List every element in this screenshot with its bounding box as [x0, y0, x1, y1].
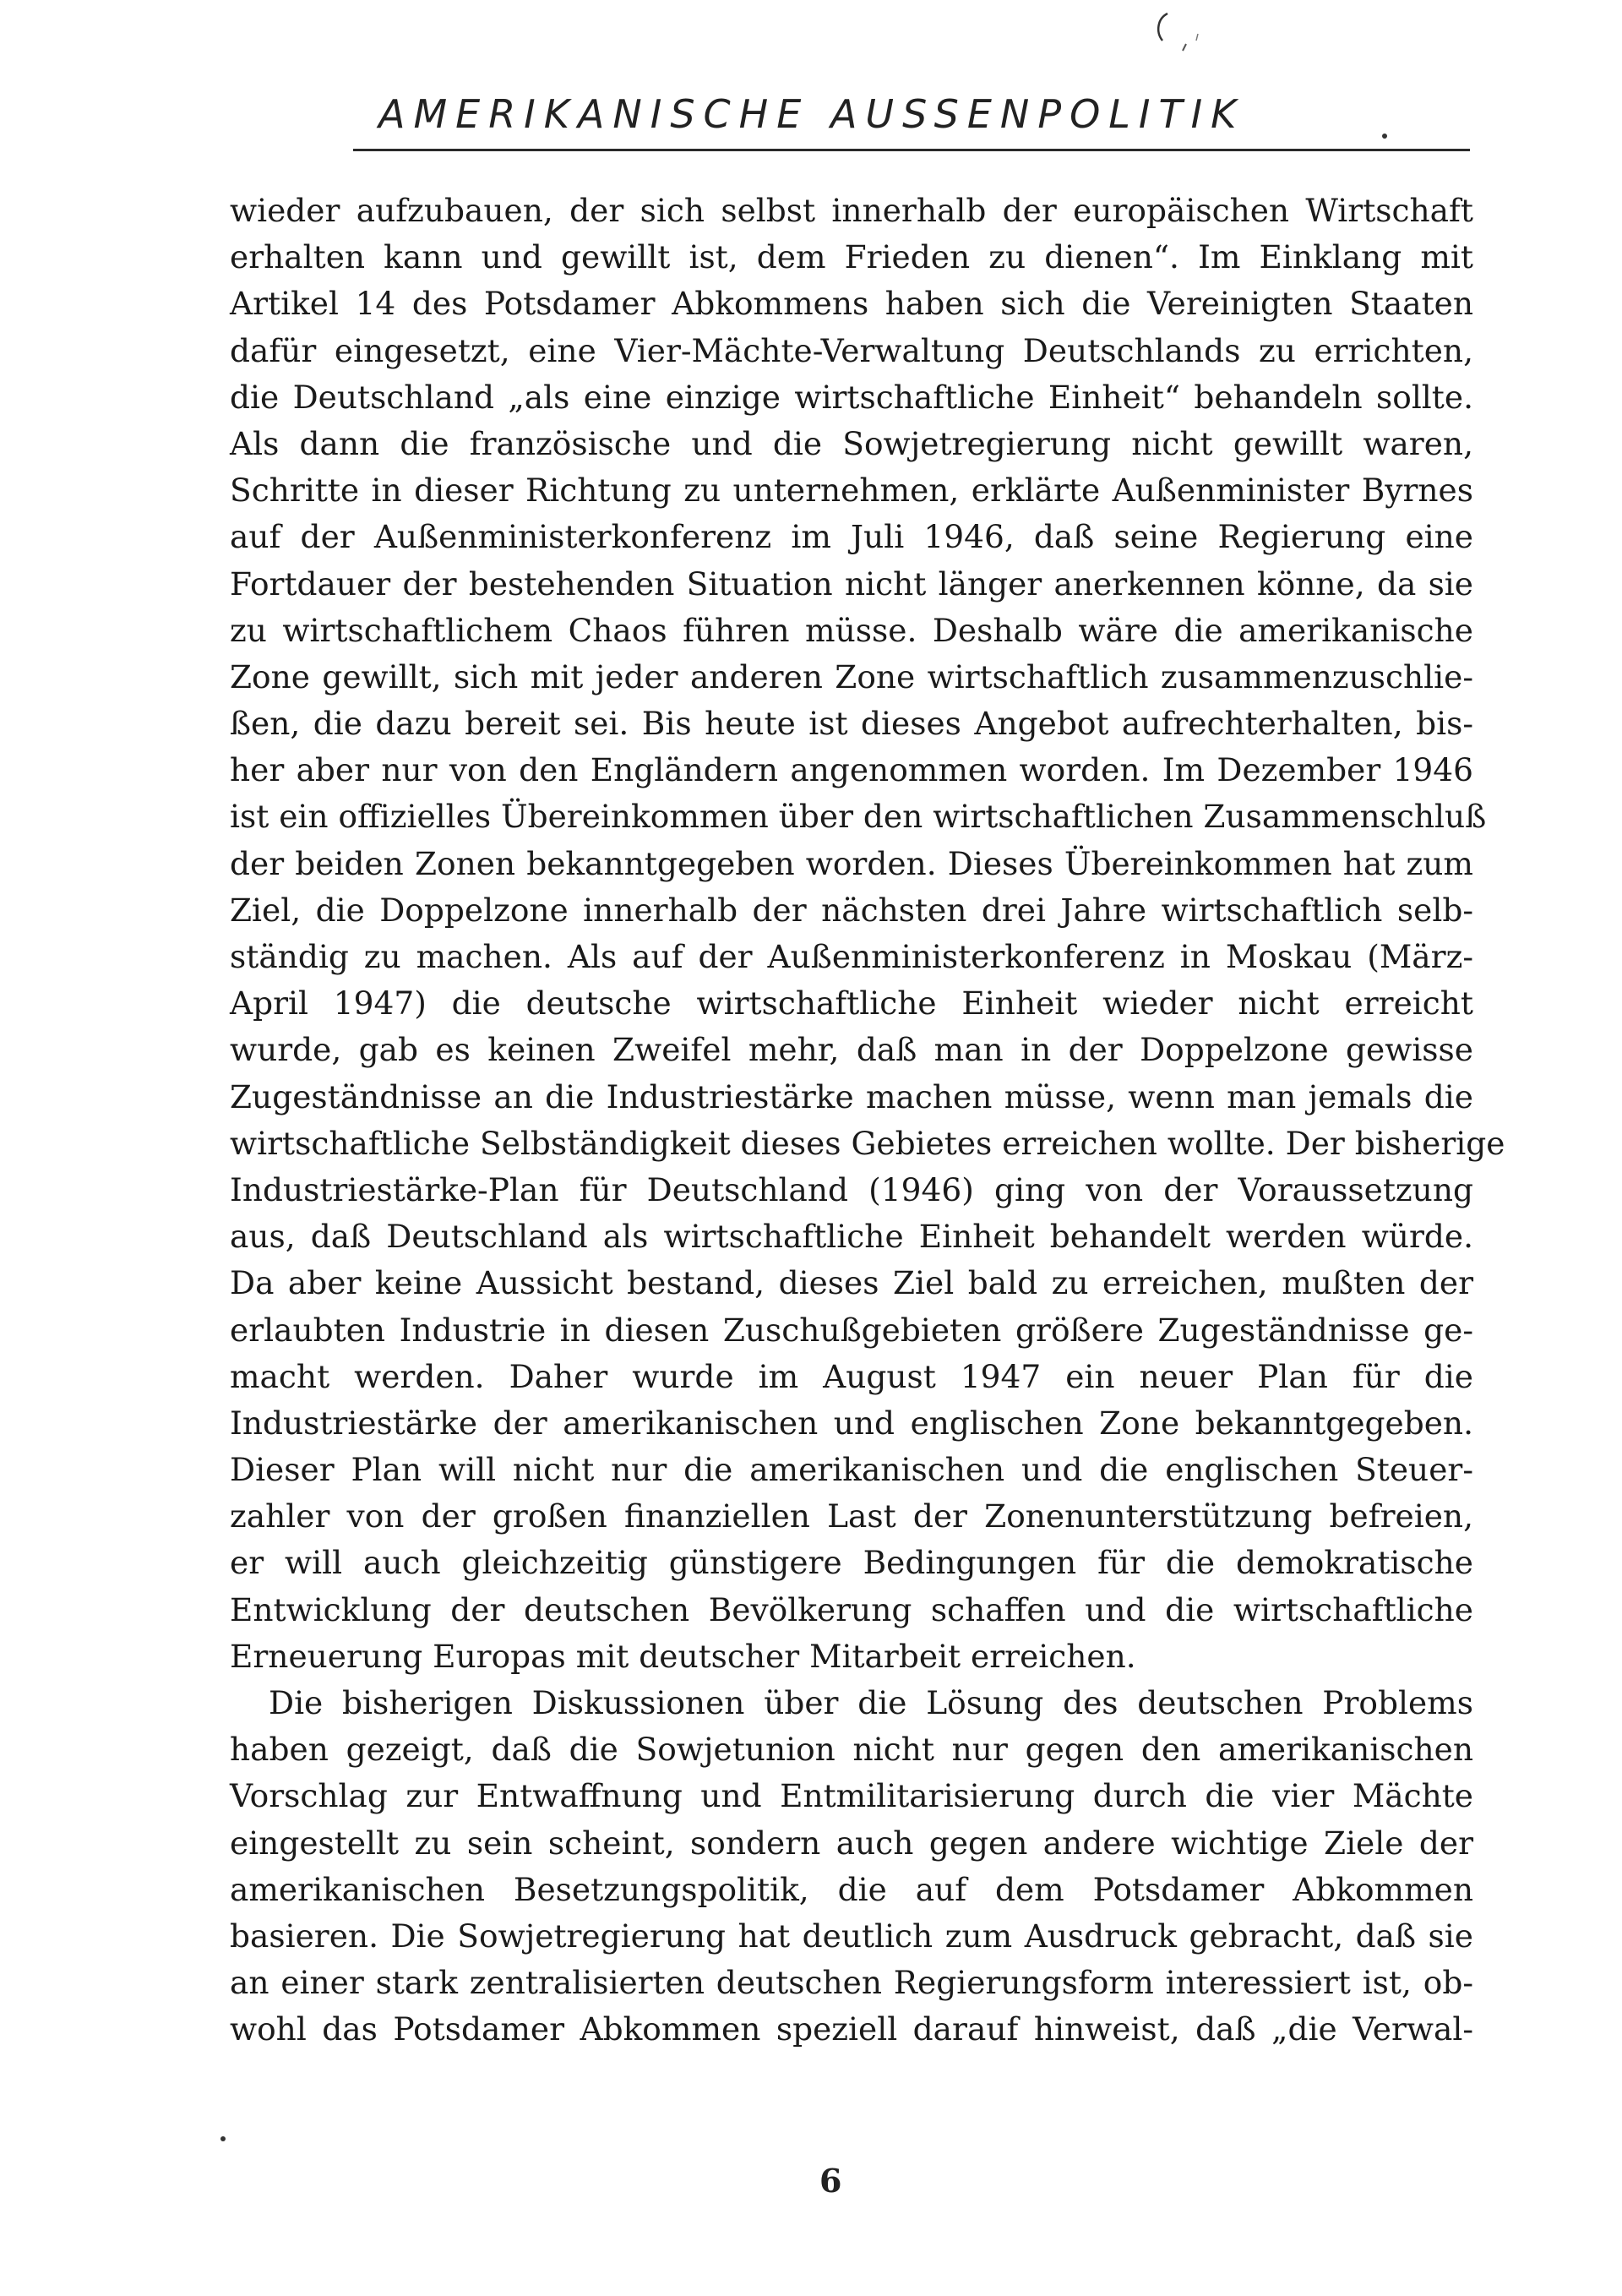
- text-line: an einer stark zentralisierten deutschen Regierungsform interessiert ist, ob-: [230, 1964, 1473, 2002]
- text-line: die Deutschland „als eine einzige wirtschaftliche Einheit“ behandeln sollte.: [230, 378, 1473, 416]
- text-line: haben gezeigt, daß die Sowjetunion nicht nur gegen den amerikanischen: [230, 1731, 1473, 1769]
- text-line: Industriestärke der amerikanischen und englischen Zone bekanntgegeben.: [230, 1404, 1473, 1442]
- text-line: dafür eingesetzt, eine Vier-Mächte-Verwaltung Deutschlands zu errichten,: [230, 331, 1473, 369]
- text-line: Artikel 14 des Potsdamer Abkommens haben sich die Vereinigten Staaten: [230, 285, 1473, 323]
- text-line: Fortdauer der bestehenden Situation nicht länger anerkennen könne, da sie: [230, 564, 1473, 603]
- text-line: der beiden Zonen bekanntgegeben worden. Dieses Übereinkommen hat zum: [230, 844, 1473, 882]
- text-line: amerikanischen Besetzungspolitik, die auf dem Potsdamer Abkommen: [230, 1870, 1473, 1908]
- text-line: erhalten kann und gewillt ist, dem Frieden zu dienen“. Im Einklang mit: [230, 238, 1473, 276]
- text-line: Ziel, die Doppelzone innerhalb der nächsten drei Jahre wirtschaftlich selb-: [230, 891, 1473, 929]
- text-line: Dieser Plan will nicht nur die amerikanischen und die englischen Steuer-: [230, 1451, 1473, 1489]
- text-line: basieren. Die Sowjetregierung hat deutlich zum Ausdruck gebracht, daß sie: [230, 1917, 1473, 1955]
- text-line: zahler von der großen finanziellen Last der Zonenunterstützung befreien,: [230, 1497, 1473, 1535]
- text-line: wirtschaftliche Selbständigkeit dieses Gebietes erreichen wollte. Der bisherige: [230, 1124, 1505, 1162]
- text-line: wurde, gab es keinen Zweifel mehr, daß man in der Doppelzone gewisse: [230, 1031, 1473, 1069]
- text-line: Entwicklung der deutschen Bevölkerung schaffen und die wirtschaftliche: [230, 1590, 1473, 1628]
- text-line: Industriestärke-Plan für Deutschland (1946) ging von der Voraussetzung: [230, 1170, 1473, 1208]
- text-line: macht werden. Daher wurde im August 1947 ein neuer Plan für die: [230, 1357, 1473, 1395]
- text-line: Schritte in dieser Richtung zu unternehmen, erklärte Außenminister Byrnes: [230, 472, 1473, 510]
- text-line: ßen, die dazu bereit sei. Bis heute ist dieses Angebot aufrechterhalten, bis-: [230, 705, 1473, 743]
- text-line: Zugeständnisse an die Industriestärke machen müsse, wenn man jemals die: [230, 1077, 1473, 1115]
- running-head-title: AMERIKANISCHE AUSSENPOLITIK: [378, 91, 1245, 137]
- text-line: Die bisherigen Diskussionen über die Lösung des deutschen Problems: [269, 1684, 1473, 1721]
- text-line: Zone gewillt, sich mit jeder anderen Zone wirtschaftlich zusammenzuschlie-: [230, 657, 1473, 695]
- header-rule: [353, 149, 1470, 151]
- text-line: ständig zu machen. Als auf der Außenministerkonferenz in Moskau (März-: [230, 938, 1473, 975]
- text-line: aus, daß Deutschland als wirtschaftliche Einheit behandelt werden würde.: [230, 1218, 1473, 1256]
- margin-dot-mark: [220, 2136, 226, 2141]
- text-line: eingestellt zu sein scheint, sondern auch gegen andere wichtige Ziele der: [230, 1824, 1473, 1862]
- text-line: wieder aufzubauen, der sich selbst innerhalb der europäischen Wirtschaft: [230, 192, 1473, 229]
- text-line: ist ein offizielles Übereinkommen über den wirtschaftlichen Zusammenschluß: [230, 798, 1487, 836]
- text-line: April 1947) die deutsche wirtschaftliche Einheit wieder nicht erreicht: [230, 984, 1473, 1023]
- text-line: er will auch gleichzeitig günstigere Bedingungen für die demokratische: [230, 1544, 1473, 1582]
- header-dot-mark: [1382, 134, 1387, 139]
- body-text: [230, 188, 1505, 2053]
- text-line: her aber nur von den Engländern angenommen worden. Im Dezember 1946: [230, 751, 1473, 789]
- text-line: Als dann die französische und die Sowjetregierung nicht gewillt waren,: [230, 424, 1473, 462]
- page-number: 6: [819, 2162, 842, 2200]
- corner-pencil-mark: [1149, 7, 1225, 66]
- text-line: auf der Außenministerkonferenz im Juli 1946, daß seine Regierung eine: [230, 518, 1473, 556]
- text-line: Vorschlag zur Entwaffnung und Entmilitarisierung durch die vier Mächte: [230, 1777, 1473, 1815]
- text-line: erlaubten Industrie in diesen Zuschußgebieten größere Zugeständnisse ge-: [230, 1311, 1473, 1349]
- text-line: Da aber keine Aussicht bestand, dieses Ziel bald zu erreichen, mußten der: [230, 1264, 1473, 1302]
- text-line: wohl das Potsdamer Abkommen speziell darauf hinweist, daß „die Verwal-: [230, 2010, 1473, 2048]
- text-line: zu wirtschaftlichem Chaos führen müsse. Deshalb wäre die amerikanische: [230, 611, 1473, 649]
- text-line: Erneuerung Europas mit deutscher Mitarbeit erreichen.: [230, 1637, 1136, 1675]
